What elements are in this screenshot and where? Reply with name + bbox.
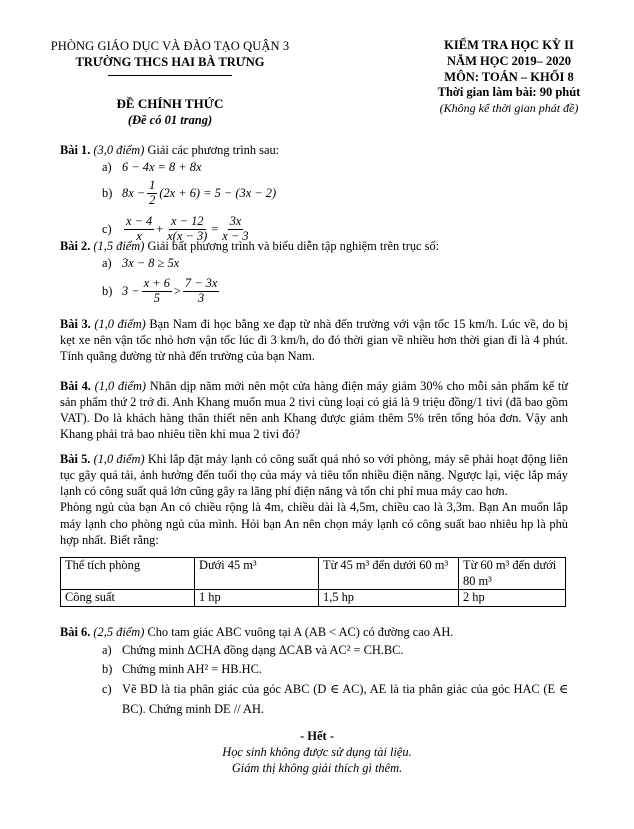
subject: MÔN: TOÁN – KHỐI 8 [444,69,574,84]
sub-a: a) 6 − 4x = 8 + 8x [102,160,202,175]
problem-6 [60,624,568,719]
problem-2 [60,238,568,310]
sub-b: b) 8x − $\frac{1}{2}$ (2x + 6) = 5 − (3x − 2) [102,177,277,207]
department-name: PHÒNG GIÁO DỤC VÀ ĐÀO TẠO QUẬN 3 [50,39,290,53]
sub-b: b) 3 − $\frac{x + 6}{5}$ > $\frac{7 - 3x}{3}$ [102,275,218,305]
official-label: ĐỀ CHÍNH THỨC [116,95,224,111]
footer-note-2: Giám thị không giải thích gì thêm. [231,761,403,776]
capacity-table [60,557,566,607]
problem-text: Khi lắp đặt máy lạnh có công suất quá nhỏ so với phòng, máy sẽ phải hoạt động liên tục gây quá tải, ảnh hưởng đến tuổi thọ của máy và tiêu tốn nhiều điện năng. Ngược lại, việc lắp máy lạnh có công suất quá lớn cũng gây ra lãng phí điện năng và tốn chi phí mua máy cao hơn. [60,452,568,499]
problem-title: Bài 3. [60,317,91,331]
school-name: TRƯỜNG THCS HAI BÀ TRƯNG [75,55,265,70]
page-count: (Đề có 01 trang) [127,113,213,128]
problem-text-2: Phòng ngủ của bạn An có chiều rộng là 4m, chiều dài là 4,5m, chiều cao là 3,3m. Bạn An muốn lắp máy lạnh cho phòng ngủ của mình. Hỏi bạn An nên chọn máy lạnh có công suất bao nhiêu hp là phù hợp nhất. Biết rằng: [60,500,568,547]
sub-a: a) 3x − 8 ≥ 5x [102,256,180,271]
problem-title: Bài 5. [60,452,91,466]
problem-points: (2,5 điểm) [93,625,145,639]
table-cell: Dưới 45 m³ [195,558,319,590]
header-left [20,38,320,129]
sub-c: c) Vẽ BD là tia phân giác của góc ABC (D ∈ AC), AE là tia phân giác của góc HAC (E ∈ BC). Chứng minh DE // AH. [102,682,568,716]
footer [0,728,634,777]
problem-title: Bài 6. [60,625,91,639]
problem-points: (1,5 điểm) [93,239,145,253]
header-divider [108,75,232,76]
problem-title: Bài 2. [60,239,91,253]
header-right [400,38,618,117]
table-row [61,558,566,590]
table-cell: 1 hp [195,590,319,607]
table-cell: Công suất [61,590,195,607]
problem-text: Giải bất phương trình và biểu diễn tập nghiệm trên trục số: [147,239,440,253]
problem-text: Nhân dịp năm mới nên một cửa hàng điện máy giảm 30% cho mỗi sản phẩm kể từ sản phẩm thứ 2 trở đi. Anh Khang muốn mua 2 tivi cùng loại có giá là 9 triệu đồng/1 tivi (đã bao gồm VAT). Do là khách hàng thân thiết nên anh Khang được giảm thêm 5% trên tổng hóa đơn. Vậy anh Khang phải trả bao nhiêu tiền khi mua 2 tivi đó? [60,379,568,442]
problem-text: Giải các phương trình sau: [147,143,280,157]
fraction: $\frac{7 - 3x}{3}$ [184,275,218,305]
fraction: $\frac{x - 12}{x(x - 3)}$ [167,213,208,243]
problem-points: (3,0 điểm) [93,143,145,157]
equation: 6 − 4x = 8 + 8x [122,160,202,175]
problem-1 [60,142,568,248]
problem-text: Bạn Nam đi học bằng xe đạp từ nhà đến trường với vận tốc 15 km/h. Lúc về, do bị kẹt xe nên vận tốc nhỏ hơn vận tốc lúc đi 3 km/h, do đó thời gian về nhiều hơn thời gian đi là 4 phút. Tính quãng đường từ nhà đến trường của bạn Nam. [60,317,568,364]
fraction: $\frac{3x}{x - 3}$ [222,213,249,243]
fraction: $\frac{1}{2}$ [149,177,156,207]
time-limit: Thời gian làm bài: 90 phút [437,85,581,100]
footer-note-1: Học sinh không được sử dụng tài liệu. [222,745,412,760]
sub-a: a) Chứng minh ΔCHA đồng dạng ΔCAB và AC² = CH.BC. [102,643,404,658]
time-note: (Không kể thời gian phát đề) [439,101,579,115]
exam-title: KIỂM TRA HỌC KỲ II [444,38,574,52]
problem-points: (1,0 điểm) [93,452,145,466]
school-year: NĂM HỌC 2019– 2020 [447,53,571,68]
table-row [61,590,566,607]
problem-points: (1,0 điểm) [94,379,147,393]
table-cell: Từ 60 m³ đến dưới 80 m³ [459,558,566,590]
table-cell: Từ 45 m³ đến dưới 60 m³ [319,558,459,590]
problem-text: Cho tam giác ABC vuông tại A (AB < AC) có đường cao AH. [147,625,454,639]
problem-5 [60,451,568,548]
problem-title: Bài 4. [60,379,91,393]
problem-title: Bài 1. [60,143,91,157]
table-cell: 1,5 hp [319,590,459,607]
fraction: $\frac{x - 4}{x}$ [126,213,153,243]
table-cell: 2 hp [459,590,566,607]
end-mark: - Hết - [299,729,334,743]
sub-c: c) $\frac{x - 4}{x}$ + $\frac{x - 12}{x(x - 3)}$ = $\frac{3x}{x - 3}$ [102,213,249,243]
problem-3 [60,316,568,364]
inequality: 3x − 8 ≥ 5x [122,256,180,271]
problem-points: (1,0 điểm) [94,317,146,331]
sub-b: b) Chứng minh AH² = HB.HC. [102,662,262,677]
table-cell: Thể tích phòng [61,558,195,590]
fraction: $\frac{x + 6}{5}$ [143,275,170,305]
problem-4 [60,378,568,443]
